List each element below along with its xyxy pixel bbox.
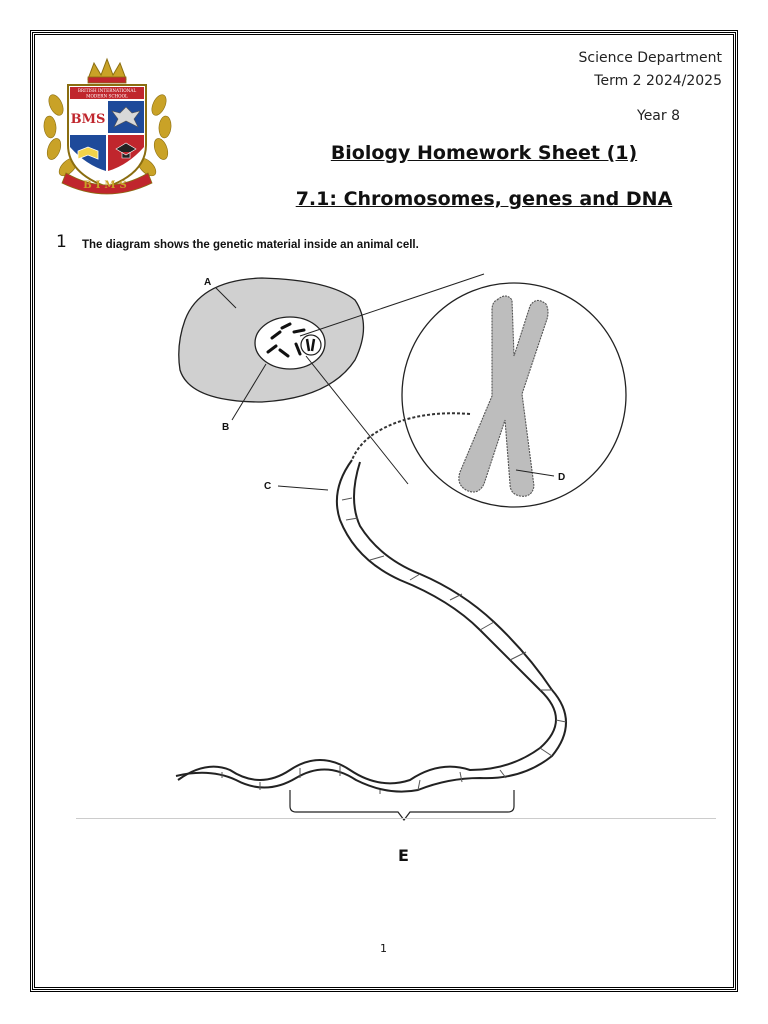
page-title: Biology Homework Sheet (1) — [330, 142, 638, 164]
divider — [76, 818, 716, 819]
highlighted-chromosome — [301, 335, 321, 355]
logo-monogram: BMS — [70, 112, 106, 127]
dna-helix-strand-2 — [176, 462, 566, 792]
logo-school-line1: BRITISH INTERNATIONAL — [77, 88, 137, 93]
label-d: D — [558, 472, 566, 483]
logo-ribbon-text: BIMS — [83, 180, 131, 191]
year-label: Year 8 — [637, 108, 680, 124]
label-a: A — [204, 277, 212, 288]
label-e: E — [398, 846, 409, 865]
dna-helix-strand-1 — [178, 460, 556, 783]
question-number: 1 — [56, 232, 67, 252]
question-text: The diagram shows the genetic material inside an animal cell. — [82, 239, 419, 251]
page-number: 1 — [380, 942, 387, 955]
dna-base-pairs — [222, 498, 566, 794]
label-b: B — [222, 422, 230, 433]
page-subtitle: 7.1: Chromosomes, genes and DNA — [295, 188, 673, 210]
term-label: Term 2 2024/2025 — [594, 73, 722, 89]
gene-brace — [290, 790, 514, 820]
department-label: Science Department — [578, 50, 722, 66]
logo-school-line2: MODERN SCHOOL — [86, 93, 128, 99]
label-c: C — [264, 481, 272, 492]
